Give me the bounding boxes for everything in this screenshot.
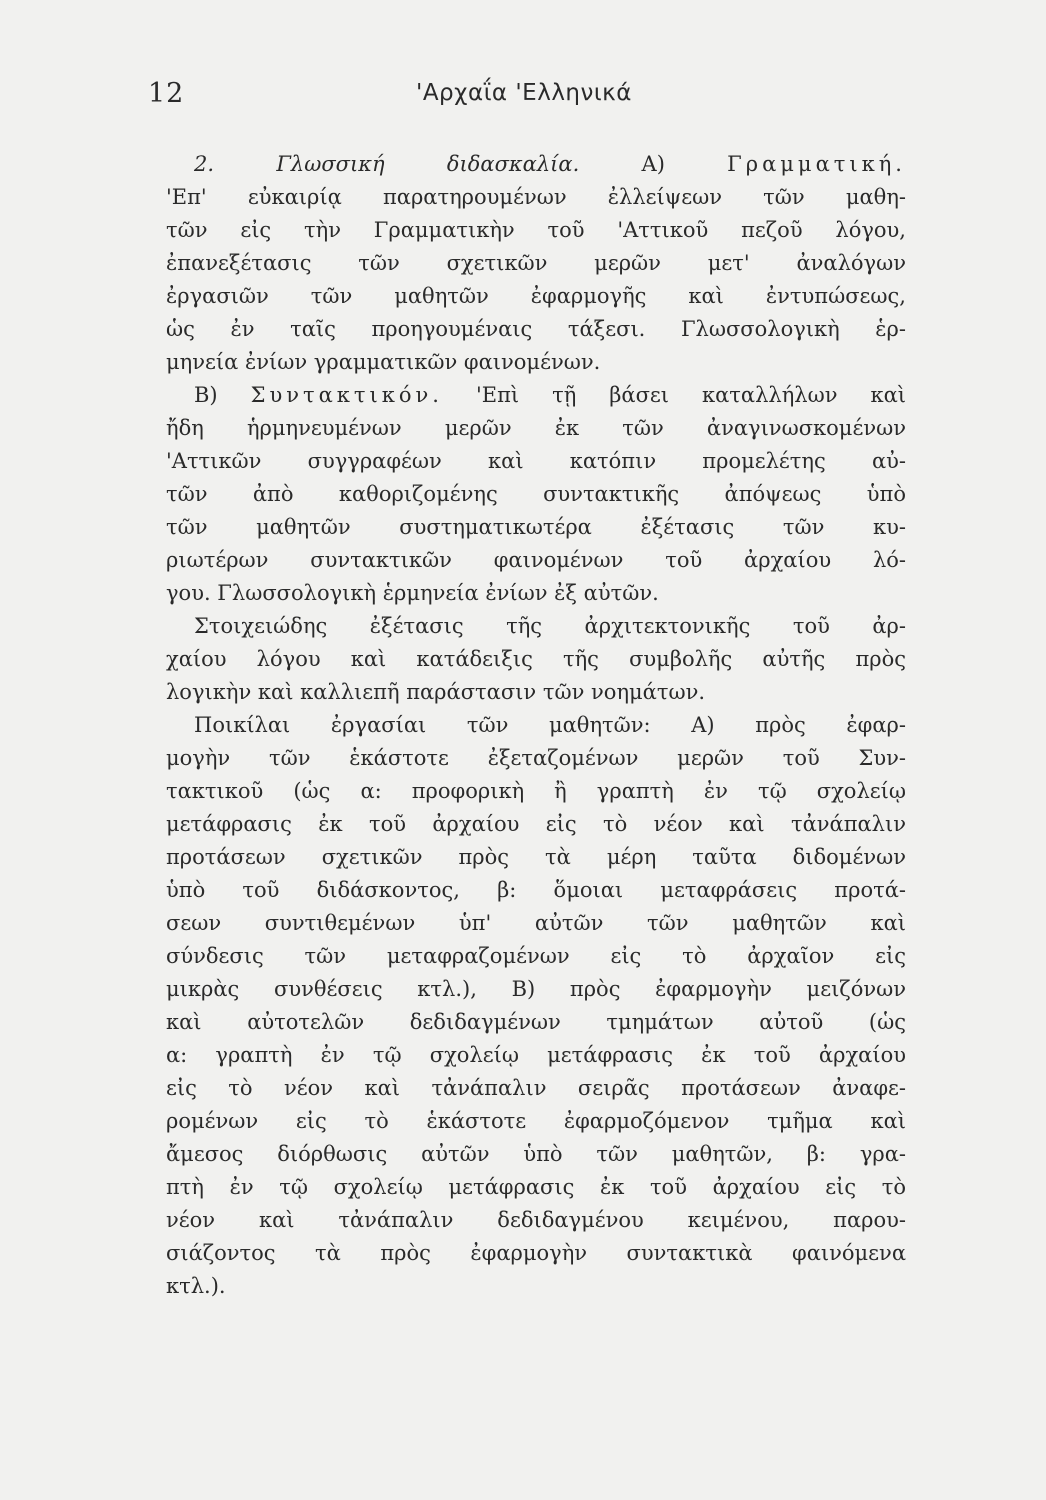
text-line: ρομένων εἰς τὸ ἑκάστοτε ἐφαρμοζόμενον τμῆμα καὶ xyxy=(166,1109,906,1133)
text-line: ἤδη ἡρμηνευμένων μερῶν ἐκ τῶν ἀναγινωσκομένων xyxy=(166,416,906,440)
text-line: καὶ αὐτοτελῶν δεδιδαγμένων τμημάτων αὐτοῦ (ὡς xyxy=(166,1010,906,1034)
text-line: ἄμεσος διόρθωσις αὐτῶν ὑπὸ τῶν μαθητῶν, β: γρα- xyxy=(166,1142,906,1166)
text-line: ὡς ἐν ταῖς προηγουμέναις τάξεσι. Γλωσσολογικὴ ἑρ- xyxy=(166,317,906,341)
section-heading-line xyxy=(166,148,906,181)
text-line: ἐπανεξέτασις τῶν σχετικῶν μερῶν μετ' ἀναλόγων xyxy=(166,251,906,275)
text-line: πτὴ ἐν τῷ σχολείῳ μετάφρασις ἐκ τοῦ ἀρχαίου εἰς τὸ xyxy=(166,1175,906,1199)
text-line: τακτικοῦ (ὡς α: προφορικὴ ἢ γραπτὴ ἐν τῷ σχολείῳ xyxy=(166,779,906,803)
paragraph-first-line: Στοιχειώδης ἐξέτασις τῆς ἀρχιτεκτονικῆς τοῦ ἀρ- xyxy=(194,614,906,638)
page-number: 12 xyxy=(148,78,185,109)
subsection-b-prefix: Β) xyxy=(194,383,218,407)
text-line: 'Αττικῶν συγγραφέων καὶ κατόπιν προμελέτης αὐ- xyxy=(166,449,906,473)
subsection-b-title: Συντακτικόν. xyxy=(250,383,443,407)
section-number: 2. xyxy=(194,152,215,176)
text-line: προτάσεων σχετικῶν πρὸς τὰ μέρη ταῦτα διδομένων xyxy=(166,845,906,869)
page-header xyxy=(140,78,910,118)
text-line: μετάφρασις ἐκ τοῦ ἀρχαίου εἰς τὸ νέον καὶ τἀνάπαλιν xyxy=(166,812,906,836)
text-line: ριωτέρων συντακτικῶν φαινομένων τοῦ ἀρχαίου λό- xyxy=(166,548,906,572)
text-line: α: γραπτὴ ἐν τῷ σχολείῳ μετάφρασις ἐκ τοῦ ἀρχαίου xyxy=(166,1043,906,1067)
text-line: 'Επ' εὐκαιρίᾳ παρατηρουμένων ἐλλείψεων τῶν μαθη- xyxy=(166,185,906,209)
text-line: ἐργασιῶν τῶν μαθητῶν ἐφαρμογῆς καὶ ἐντυπώσεως, xyxy=(166,284,906,308)
running-head: 'Αρχαΐα 'Ελληνικά xyxy=(416,80,632,106)
text-line: λογικὴν καὶ καλλιεπῆ παράστασιν τῶν νοημάτων. xyxy=(166,680,706,704)
text-line: κτλ.). xyxy=(166,1274,226,1298)
body-text xyxy=(166,148,906,1303)
subsection-a-prefix: Α) xyxy=(641,152,665,176)
subsection-a-title: Γραμματική. xyxy=(727,152,906,176)
text-line: τῶν εἰς τὴν Γραμματικὴν τοῦ 'Αττικοῦ πεζοῦ λόγου, xyxy=(166,218,906,242)
text-line: μηνεία ἐνίων γραμματικῶν φαινομένων. xyxy=(166,350,601,374)
text-line: ὑπὸ τοῦ διδάσκοντος, β: ὅμοιαι μεταφράσεις προτά- xyxy=(166,878,906,902)
text-line: μογὴν τῶν ἑκάστοτε ἐξεταζομένων μερῶν τοῦ Συν- xyxy=(166,746,906,770)
text-line: εἰς τὸ νέον καὶ τἀνάπαλιν σειρᾶς προτάσεων ἀναφε- xyxy=(166,1076,906,1100)
section-title: Γλωσσική διδασκαλία. xyxy=(276,152,580,176)
text-line: μικρὰς συνθέσεις κτλ.), Β) πρὸς ἐφαρμογὴν μειζόνων xyxy=(166,977,906,1001)
paragraph-first-line: Ποικίλαι ἐργασίαι τῶν μαθητῶν: Α) πρὸς ἐφαρ- xyxy=(194,713,906,737)
text-line: νέον καὶ τἀνάπαλιν δεδιδαγμένου κειμένου, παρου- xyxy=(166,1208,906,1232)
subsection-b-heading-line xyxy=(166,379,906,412)
text-line: τῶν μαθητῶν συστηματικωτέρα ἐξέτασις τῶν κυ- xyxy=(166,515,906,539)
text-line: σύνδεσις τῶν μεταφραζομένων εἰς τὸ ἀρχαῖον εἰς xyxy=(166,944,906,968)
text-line: χαίου λόγου καὶ κατάδειξις τῆς συμβολῆς αὐτῆς πρὸς xyxy=(166,647,906,671)
text-line: γου. Γλωσσολογικὴ ἑρμηνεία ἐνίων ἐξ αὐτῶν. xyxy=(166,581,659,605)
text-line: σιάζοντος τὰ πρὸς ἐφαρμογὴν συντακτικὰ φαινόμενα xyxy=(166,1241,906,1265)
subsection-b-line-rest: 'Επὶ τῇ βάσει καταλλήλων καὶ xyxy=(475,383,906,407)
text-line: σεων συντιθεμένων ὑπ' αὐτῶν τῶν μαθητῶν καὶ xyxy=(166,911,906,935)
text-line: τῶν ἀπὸ καθοριζομένης συντακτικῆς ἀπόψεως ὑπὸ xyxy=(166,482,906,506)
